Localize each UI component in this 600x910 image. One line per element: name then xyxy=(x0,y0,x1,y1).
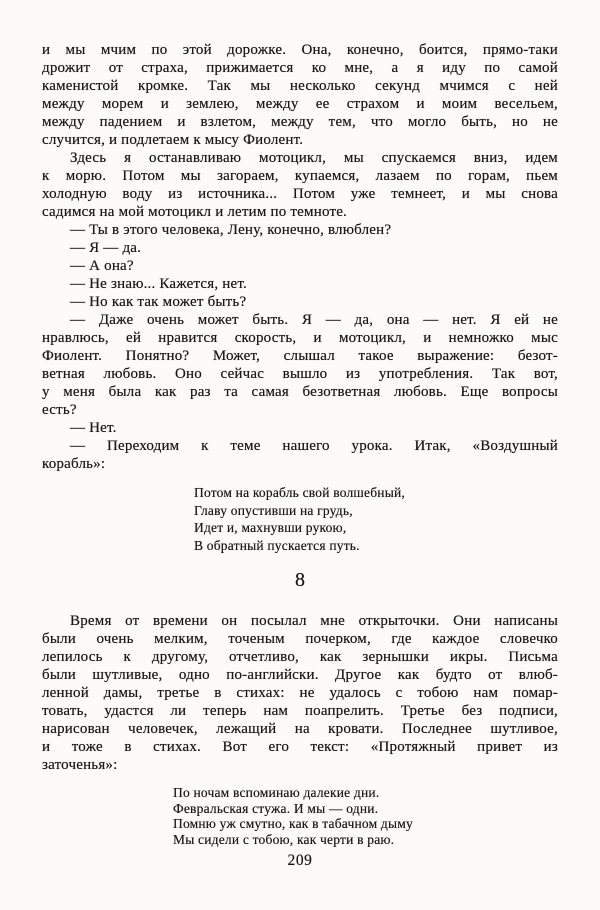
text-line: между падением и взлетом, между тем, что могло быть, но не xyxy=(42,114,558,130)
text-line: дрожит от страха, прижимается ко мне, а я иду по самой xyxy=(42,60,558,76)
verse-line: Потом на корабль свой волшебный, xyxy=(194,485,405,500)
text-line: к морю. Потом мы загораем, купаемся, лазаем по горам, пьем xyxy=(42,168,558,184)
text-line: лепилось к другому, отчетливо, как зернышки икры. Письма xyxy=(42,649,558,665)
text-line: случится, и подлетаем к мысу Фиолент. xyxy=(42,132,304,148)
text-line: у меня была как раз та самая безответная любовь. Еще вопросы xyxy=(42,384,558,400)
verse-quote-postcard xyxy=(173,785,413,847)
dialogue-line: — Я — да. xyxy=(70,240,142,256)
verse-line: Помню уж смутно, как в табачном дыму xyxy=(173,816,413,832)
dialogue-line: — Не знаю... Кажется, нет. xyxy=(70,276,247,292)
text-line: Здесь я останавливаю мотоцикл, мы спускаемся вниз, идем xyxy=(70,150,558,166)
text-line: корабль»: xyxy=(42,456,106,472)
verse-line: По ночам вспоминаю далекие дни. xyxy=(173,785,380,800)
dialogue-line: — Нет. xyxy=(70,420,117,436)
text-line: холодную воду из источника... Потом уже темнеет, и мы снова xyxy=(42,186,558,202)
text-line: были очень мелким, точеным почерком, где каждое словечко xyxy=(42,631,558,647)
text-line: есть? xyxy=(42,402,77,418)
text-line: ленной дамы, третье в стихах: не удалось с тобою нам помар- xyxy=(42,685,558,701)
dialogue-block xyxy=(42,221,558,311)
paragraph xyxy=(42,612,558,774)
verse-line: Главу опустивши на грудь, xyxy=(194,502,353,518)
verse-line: Идет и, махнувши рукою, xyxy=(194,520,347,535)
text-line: и мы мчим по этой дорожке. Она, конечно, боится, прямо-таки xyxy=(42,42,558,58)
text-line: были шутливые, одно по-английски. Другое как будто от влюб- xyxy=(42,667,558,683)
dialogue-line: — А она? xyxy=(70,258,134,274)
text-line: — Переходим к теме нашего урока. Итак, «Воздушный xyxy=(70,438,558,454)
text-line: садимся на мой мотоцикл и летим по темноте. xyxy=(42,204,348,220)
text-line: Фиолент. Понятно? Может, слышал такое выражение: безот- xyxy=(42,348,558,364)
text-line: Время от времени он посылал мне открыточки. Они написаны xyxy=(70,613,558,629)
text-line: между морем и землею, между ее страхом и моим весельем, xyxy=(42,96,558,112)
dialogue-block xyxy=(42,419,558,437)
verse-line: Февральская стужа. И мы — одни. xyxy=(173,800,379,816)
text-block-bottom xyxy=(42,612,558,774)
verse-quote-airship xyxy=(194,484,405,554)
page-number: 209 xyxy=(287,852,313,869)
paragraph xyxy=(42,437,558,473)
dialogue-line: — Ты в этого человека, Лену, конечно, влюблен? xyxy=(70,222,392,238)
text-line: — Даже очень может быть. Я — да, она — нет. Я ей не xyxy=(70,312,558,328)
text-line: нарисован человечек, лежащий на кровати. Последнее шутливое, xyxy=(42,721,558,737)
paragraph xyxy=(42,311,558,419)
text-line: и тоже в стихах. Вот его текст: «Протяжный привет из xyxy=(42,739,558,755)
text-line: ветная любовь. Оно сейчас вышло из употребления. Так вот, xyxy=(42,366,558,382)
paragraph xyxy=(42,149,558,221)
section-number: 8 xyxy=(295,569,305,591)
text-line: заточенья»: xyxy=(42,757,118,773)
text-line: нравлюсь, ей нравится скорость, и мотоцикл, и немножко мыс xyxy=(42,330,558,346)
verse-line: Мы сидели с тобою, как черти в раю. xyxy=(173,831,395,847)
paragraph-continuation xyxy=(42,41,558,149)
verse-line: В обратный пускается путь. xyxy=(194,537,360,553)
text-block-top xyxy=(42,41,558,473)
text-line: товать, удастся ли теперь нам поапрелить. Третье без подписи, xyxy=(42,703,558,719)
dialogue-line: — Но как так может быть? xyxy=(70,294,247,310)
text-line: каменистой кромке. Так мы несколько секунд мчимся с ней xyxy=(42,78,558,94)
